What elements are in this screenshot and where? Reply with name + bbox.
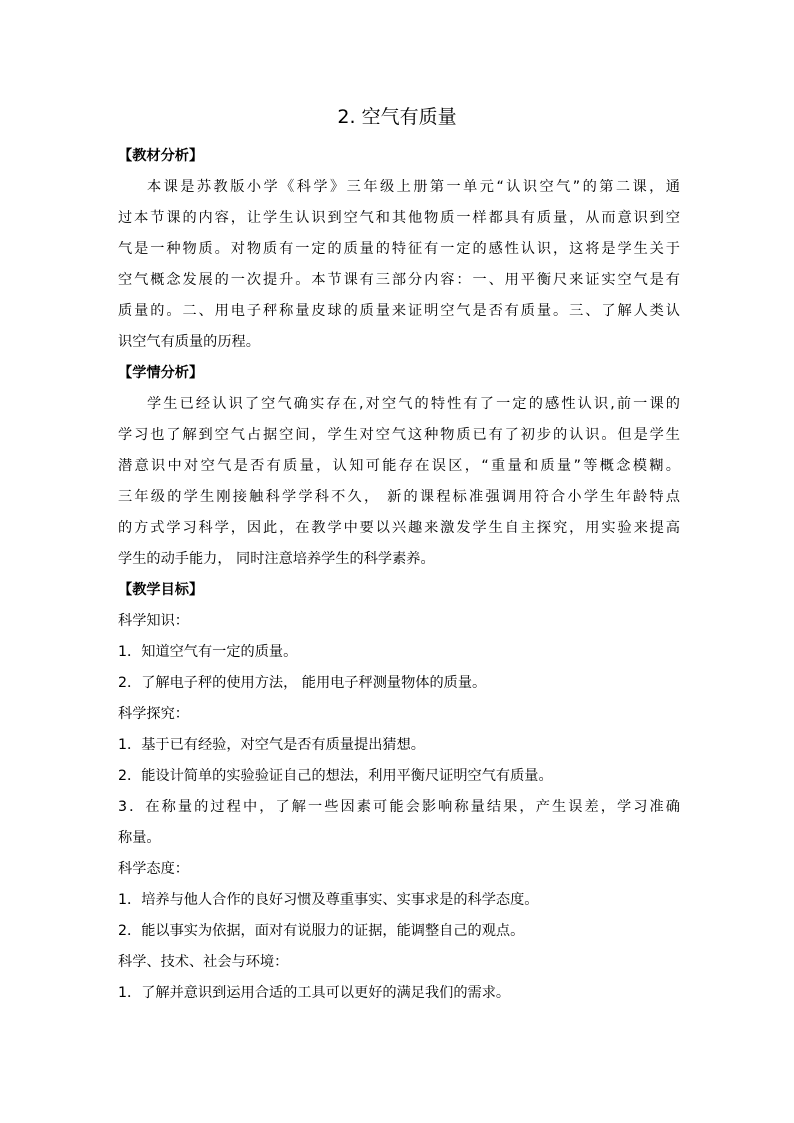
page-title: 2. 空气有质量: [337, 106, 457, 128]
subsection-label-inquiry: 科学探究：: [118, 706, 189, 722]
list-item: 2．能设计简单的实验验证自己的想法，利用平衡尺证明空气有质量。: [118, 768, 553, 784]
list-item: 3．在称量的过程中，了解一些因素可能会影响称量结果，产生误差，学习准确: [118, 799, 680, 815]
paragraph-line: 过本节课的内容，让学生认识到空气和其他物质一样都具有质量，从而意识到空: [118, 210, 680, 226]
list-item: 1．知道空气有一定的质量。: [118, 644, 298, 660]
paragraph-line: 学习也了解到空气占据空间，学生对空气这种物质已有了初步的认识。但是学生: [118, 427, 680, 443]
subsection-label-knowledge: 科学知识：: [118, 613, 189, 629]
section-heading-textbook-analysis: 【教材分析】: [118, 148, 204, 164]
subsection-label-sts: 科学、技术、社会与环境：: [118, 954, 289, 970]
list-item: 1．了解并意识到运用合适的工具可以更好的满足我们的需求。: [118, 985, 511, 1001]
paragraph-line: 三年级的学生刚接触科学学科不久， 新的课程标准强调用符合小学生年龄特点: [118, 489, 680, 505]
paragraph-line: 识空气有质量的历程。: [118, 334, 260, 350]
list-item: 2．了解电子秤的使用方法， 能用电子秤测量物体的质量。: [118, 675, 487, 691]
section-heading-student-analysis: 【学情分析】: [118, 365, 204, 381]
paragraph-line: 学生的动手能力， 同时注意培养学生的科学素养。: [118, 551, 435, 567]
paragraph-line: 质量的。二、用电子秤称量皮球的质量来证明空气是否有质量。三、了解人类认: [118, 303, 680, 319]
paragraph-line: 学生已经认识了空气确实存在,对空气的特性有了一定的感性认识,前一课的: [147, 396, 680, 412]
list-item: 1．基于已有经验，对空气是否有质量提出猜想。: [118, 737, 425, 753]
list-item: 2．能以事实为依据，面对有说服力的证据，能调整自己的观点。: [118, 923, 525, 939]
document-body: [118, 141, 680, 1009]
paragraph-line: 气是一种物质。对物质有一定的质量的特征有一定的感性认识，这将是学生关于: [118, 241, 680, 257]
section-heading-teaching-goals: 【教学目标】: [118, 582, 204, 598]
paragraph-line: 潜意识中对空气是否有质量，认知可能存在误区，“重量和质量”等概念模糊。: [118, 458, 680, 474]
list-item: 1．培养与他人合作的良好习惯及尊重事实、实事求是的科学态度。: [118, 892, 539, 908]
paragraph-line: 本课是苏教版小学《科学》三年级上册第一单元“认识空气”的第二课，通: [147, 179, 680, 195]
paragraph-line: 空气概念发展的一次提升。本节课有三部分内容：一、用平衡尺来证实空气是有: [118, 272, 680, 288]
list-item-continuation: 称量。: [118, 830, 161, 846]
subsection-label-attitude: 科学态度：: [118, 861, 189, 877]
paragraph-line: 的方式学习科学，因此，在教学中要以兴趣来激发学生自主探究，用实验来提高: [118, 520, 680, 536]
